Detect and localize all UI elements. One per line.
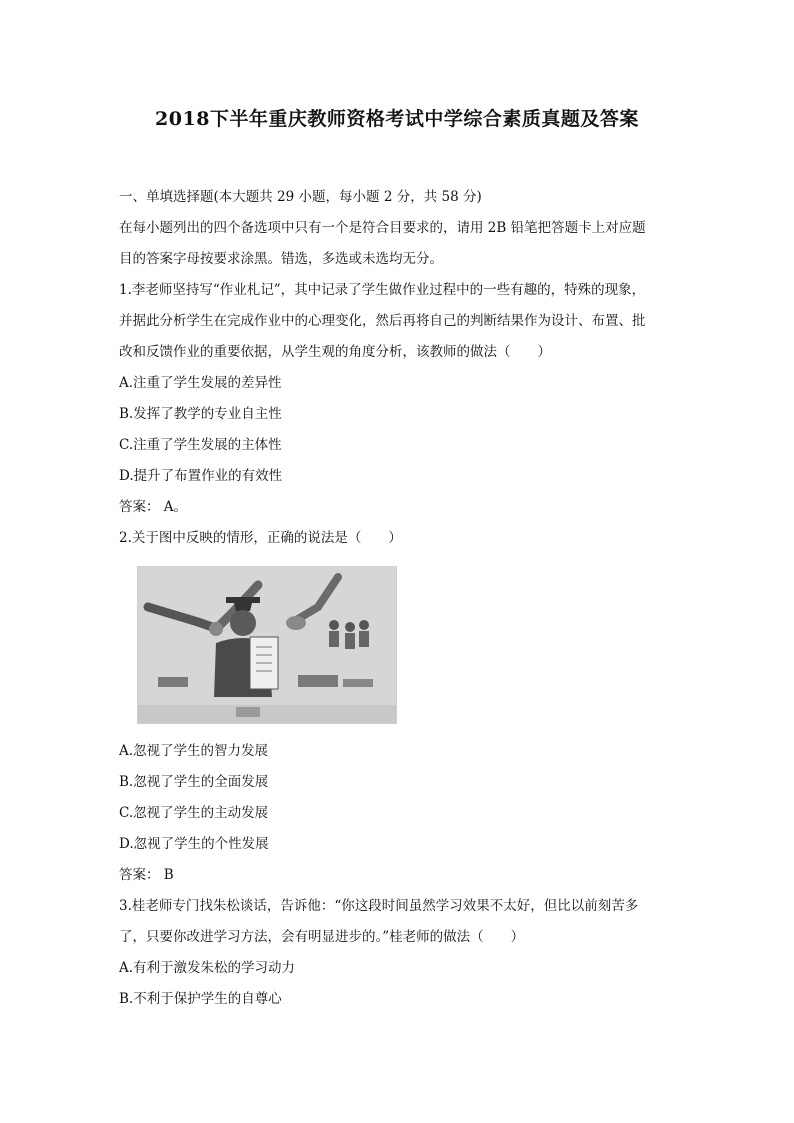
instruction-line: 目的答案字母按要求涂黑。错选，多选或未选均无分。 (119, 251, 443, 267)
question-stem-line: 1.李老师坚持写“作业札记”，其中记录了学生做作业过程中的一些有趣的，特殊的现象， (119, 282, 646, 298)
option-a: A.忽视了学生的智力发展 (119, 743, 269, 759)
cartoon-illustration (138, 567, 396, 723)
answer-line: 答案： A。 (119, 499, 188, 515)
option-a: A.有利于激发朱松的学习动力 (119, 960, 296, 976)
question-2 (119, 523, 679, 891)
option-c: C.注重了学生发展的主体性 (119, 437, 282, 453)
document-body (119, 182, 679, 1015)
question-stem-line: 并据此分析学生在完成作业中的心理变化，然后再将自己的判断结果作为设计、布置、批 (119, 313, 646, 329)
question-stem-line: 2.关于图中反映的情形，正确的说法是（ ） (119, 530, 402, 546)
instruction-line: 在每小题列出的四个备选项中只有一个是符合目要求的，请用 2B 铅笔把答题卡上对应题 (119, 220, 646, 236)
option-b: B.发挥了教学的专业自主性 (119, 406, 282, 422)
option-d: D.提升了布置作业的有效性 (119, 468, 283, 484)
page-title: 2018下半年重庆教师资格考试中学综合素质真题及答案 (155, 108, 639, 130)
question-stem-line: 3.桂老师专门找朱松谈话，告诉他：“你这段时间虽然学习效果不太好，但比以前刻苦多 (119, 898, 639, 914)
question-stem-line: 改和反馈作业的重要依据，从学生观的角度分析，该教师的做法（ ） (119, 344, 551, 360)
section-heading: 一、单填选择题(本大题共 29 小题，每小题 2 分，共 58 分) (119, 189, 482, 205)
answer-line: 答案： B (119, 867, 174, 883)
question-3 (119, 891, 679, 1015)
question-illustration (137, 566, 397, 724)
option-c: C.忽视了学生的主动发展 (119, 805, 269, 821)
option-b: B.忽视了学生的全面发展 (119, 774, 269, 790)
option-a: A.注重了学生发展的差异性 (119, 375, 282, 391)
option-b: B.不利于保护学生的自尊心 (119, 991, 282, 1007)
question-1 (119, 275, 679, 523)
option-d: D.忽视了学生的个性发展 (119, 836, 269, 852)
question-stem-line: 了，只要你改进学习方法，会有明显进步的。”桂老师的做法（ ） (119, 929, 525, 945)
